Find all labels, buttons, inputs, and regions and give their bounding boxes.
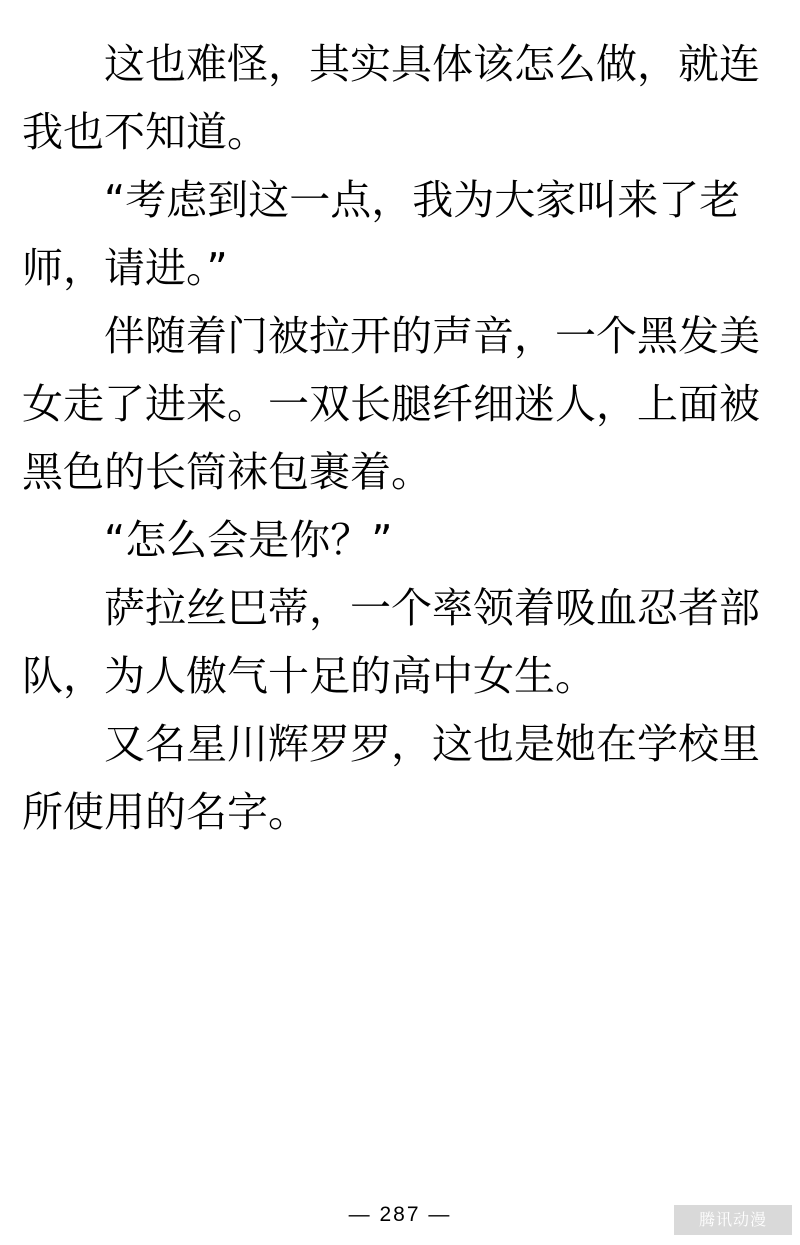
watermark-logo: 腾讯动漫: [674, 1205, 792, 1235]
paragraph: 又名星川辉罗罗，这也是她在学校里所使用的名字。: [22, 720, 760, 836]
page-number: — 287 —: [348, 1203, 452, 1226]
paragraph: “怎么会是你？”: [104, 516, 393, 564]
story-text-block: [22, 30, 778, 846]
paragraph: “考虑到这一点，我为大家叫来了老师，请进。”: [22, 176, 741, 292]
paragraph: 这也难怪，其实具体该怎么做，就连我也不知道。: [22, 40, 760, 156]
paragraph: 萨拉丝巴蒂，一个率领着吸血忍者部队，为人傲气十足的高中女生。: [22, 584, 760, 700]
paragraph: 伴随着门被拉开的声音，一个黑发美女走了进来。一双长腿纤细迷人，上面被黑色的长筒袜包裹着。: [22, 312, 760, 496]
